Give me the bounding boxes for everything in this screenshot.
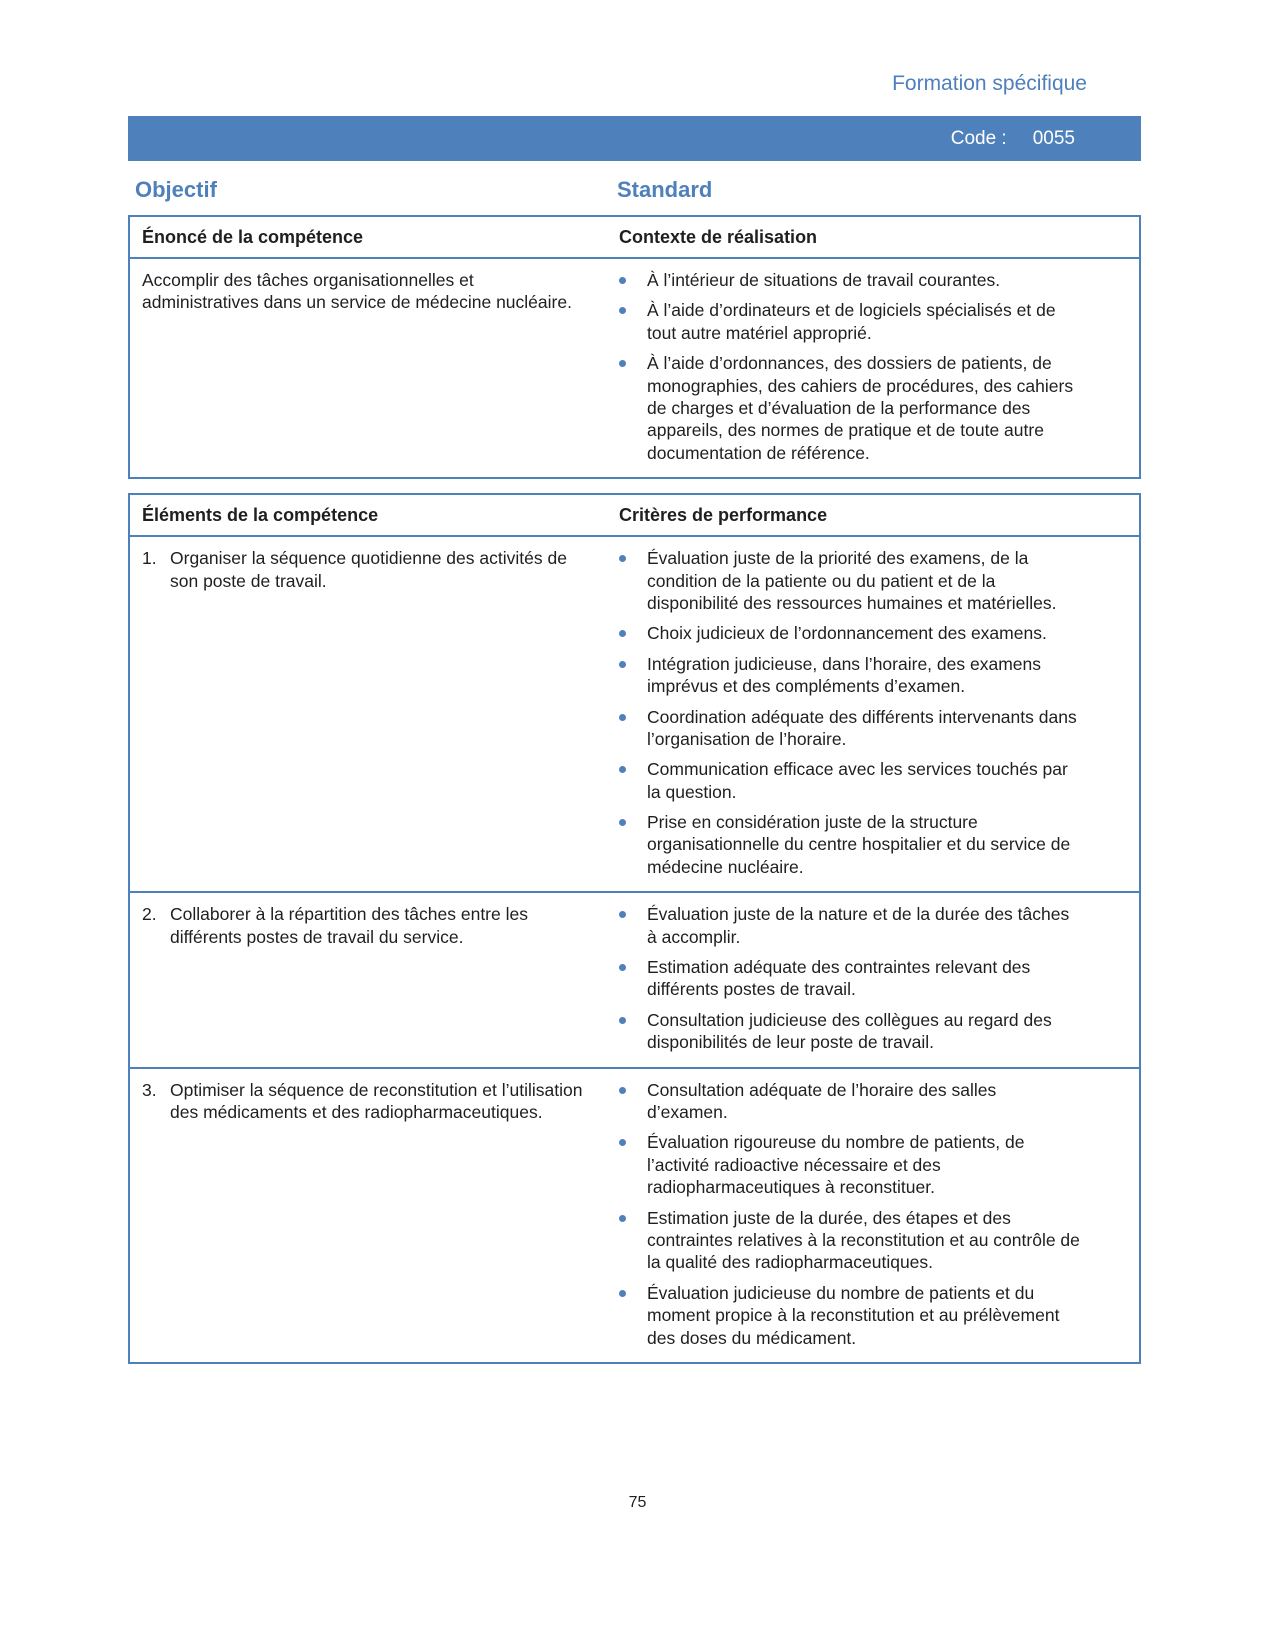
table-header-row	[130, 495, 1139, 537]
code-banner	[128, 116, 1141, 161]
element-item	[142, 903, 583, 948]
element-text: Organiser la séquence quotidienne des activités de son poste de travail.	[170, 548, 567, 591]
bullet-text: Évaluation juste de la priorité des examens, de la condition de la patiente ou du patient et de la disponibilité des ressources humaines et matérielles.	[647, 548, 1057, 613]
list-item	[619, 269, 1081, 291]
element-cell	[130, 893, 613, 1066]
list-item	[619, 706, 1081, 751]
element-number: 1.	[142, 548, 157, 569]
list-item	[619, 1282, 1081, 1349]
contexte-realisation-header: Contexte de réalisation	[619, 227, 818, 247]
bullet-icon	[619, 307, 626, 314]
element-item	[142, 547, 583, 592]
list-item	[619, 1131, 1081, 1198]
bullet-icon	[619, 1087, 626, 1094]
element-cell	[130, 537, 613, 891]
bullet-text: Évaluation juste de la nature et de la durée des tâches à accomplir.	[647, 904, 1070, 947]
competence-statement-table	[128, 215, 1141, 479]
criteria-bullet-list	[613, 1069, 1139, 1362]
criteria-bullet-list	[613, 893, 1139, 1066]
bullet-icon	[619, 1139, 626, 1146]
table-row	[130, 259, 1139, 477]
list-item	[619, 547, 1081, 614]
table-header-row	[130, 217, 1139, 259]
elements-competence-header: Éléments de la compétence	[142, 505, 379, 526]
column-titles	[128, 177, 1141, 203]
bullet-text: Évaluation judicieuse du nombre de patients et du moment propice à la reconstitution et au prélèvement des doses du médicament.	[647, 1282, 1060, 1348]
element-number: 2.	[142, 904, 157, 925]
list-item	[619, 1009, 1081, 1054]
bullet-text: Communication efficace avec les services touchés par la question.	[647, 759, 1068, 802]
standard-heading: Standard	[617, 177, 713, 202]
bullet-icon	[619, 1290, 626, 1297]
bullet-text: Choix judicieux de l’ordonnancement des examens.	[647, 623, 1047, 644]
bullet-text: À l’aide d’ordinateurs et de logiciels spécialisés et de tout autre matériel approprié.	[647, 300, 1056, 343]
bullet-text: Consultation adéquate de l’horaire des salles d’examen.	[647, 1079, 997, 1122]
bullet-icon	[619, 819, 626, 826]
element-text: Optimiser la séquence de reconstitution et l’utilisation des médicaments et des radiopharmaceutiques.	[170, 1079, 583, 1122]
bullet-icon	[619, 1215, 626, 1222]
bullet-text: Estimation juste de la durée, des étapes et des contraintes relatives à la reconstitution et au contrôle de la qualité des radiopharmaceutiques.	[647, 1207, 1080, 1273]
bullet-icon	[619, 630, 626, 637]
context-bullet-list	[613, 259, 1139, 477]
element-text: Collaborer à la répartition des tâches entre les différents postes de travail du service.	[170, 904, 528, 947]
page-number: 75	[628, 1494, 647, 1511]
criteria-bullet-list	[613, 537, 1139, 891]
bullet-text: À l’aide d’ordonnances, des dossiers de patients, de monographies, des cahiers de procédures, des cahiers de charges et d’évaluation de la performance des appareils, des normes de pratique et de toute autre documentation de référence.	[647, 353, 1074, 463]
competence-statement: Accomplir des tâches organisationnelles et administratives dans un service de médecine nucléaire.	[142, 270, 572, 313]
list-item	[619, 622, 1081, 644]
table-row	[130, 891, 1139, 1066]
list-item	[619, 956, 1081, 1001]
list-item	[619, 653, 1081, 698]
element-cell	[130, 1069, 613, 1362]
bullet-icon	[619, 964, 626, 971]
bullet-icon	[619, 360, 626, 367]
table-row	[130, 537, 1139, 891]
element-number: 3.	[142, 1079, 157, 1100]
list-item	[619, 352, 1081, 464]
bullet-icon	[619, 714, 626, 721]
bullet-icon	[619, 277, 626, 284]
code-value: 0055	[1032, 127, 1075, 149]
bullet-icon	[619, 766, 626, 773]
element-item	[142, 1079, 583, 1124]
code-label: Code :	[950, 127, 1007, 149]
bullet-text: Prise en considération juste de la structure organisationnelle du centre hospitalier et du service de médecine nucléaire.	[647, 812, 1071, 877]
elements-competence-table	[128, 493, 1141, 1364]
bullet-icon	[619, 1017, 626, 1024]
bullet-text: Consultation judicieuse des collègues au regard des disponibilités de leur poste de travail.	[647, 1009, 1052, 1053]
bullet-icon	[619, 911, 626, 918]
list-item	[619, 811, 1081, 878]
list-item	[619, 758, 1081, 803]
bullet-icon	[619, 661, 626, 668]
list-item	[619, 1207, 1081, 1274]
objectif-heading: Objectif	[135, 177, 217, 202]
table-row	[130, 1067, 1139, 1362]
list-item	[619, 1079, 1081, 1124]
enonce-competence-header: Énoncé de la compétence	[142, 227, 364, 247]
list-item	[619, 903, 1081, 948]
list-item	[619, 299, 1081, 344]
bullet-text: Coordination adéquate des différents intervenants dans l’organisation de l’horaire.	[647, 706, 1077, 749]
bullet-icon	[619, 555, 626, 562]
bullet-text: Évaluation rigoureuse du nombre de patients, de l’activité radioactive nécessaire et des radiopharmaceutiques à reconstituer.	[647, 1132, 1025, 1198]
criteres-performance-header: Critères de performance	[619, 505, 828, 526]
bullet-text: Estimation adéquate des contraintes relevant des différents postes de travail.	[647, 957, 1031, 1000]
section-header-label: Formation spécifique	[892, 72, 1087, 95]
bullet-text: Intégration judicieuse, dans l’horaire, des examens imprévus et des compléments d’examen.	[647, 653, 1041, 697]
bullet-text: À l’intérieur de situations de travail courantes.	[647, 270, 1001, 291]
